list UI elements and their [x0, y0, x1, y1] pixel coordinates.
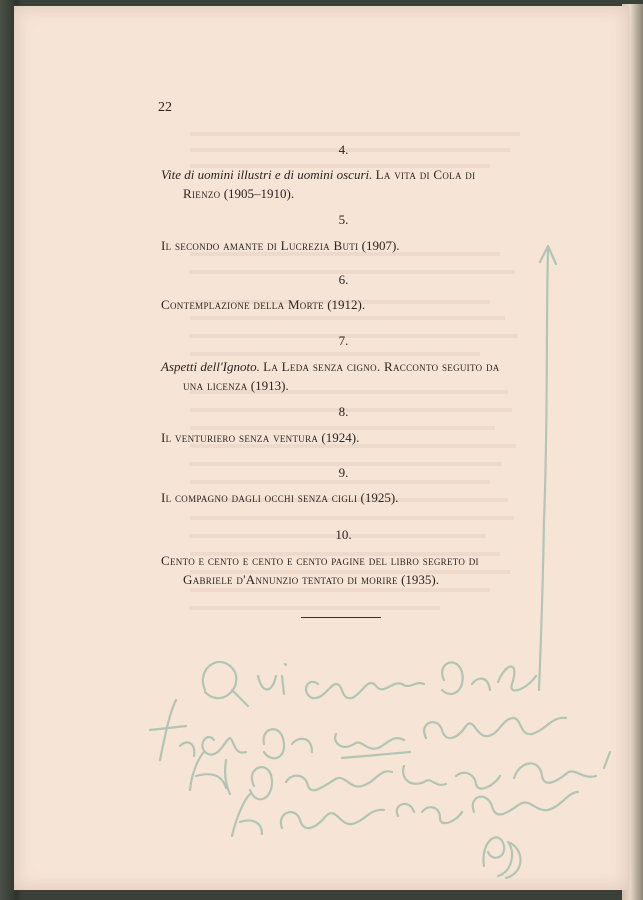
page-number: 22 [158, 100, 172, 115]
entry-italic-title: Aspetti dell'Ignoto. [161, 359, 260, 374]
entry-title: Il secondo amante di Lucrezia Buti [161, 238, 359, 253]
entry-number: 8. [338, 404, 349, 419]
entry-title-cont: Gabriele d'Annunzio tentato di morire [183, 572, 398, 587]
entry-date: (1913). [250, 378, 289, 393]
entry-title-cont: una licenza [183, 378, 248, 393]
entry-date: (1924). [321, 430, 360, 445]
entry-title: Il compagno dagli occhi senza cigli [161, 490, 358, 505]
entry-title: Il venturiero senza ventura [161, 430, 319, 445]
entry-date: (1935). [401, 572, 439, 587]
entry-number: 6. [338, 272, 349, 287]
entry-number: 4. [338, 142, 349, 157]
entry-date: (1912). [327, 297, 366, 312]
entry-title: La Leda senza cigno. Racconto seguito da [263, 359, 500, 374]
entry-number: 9. [338, 465, 349, 480]
entry-title: Cento e cento e cento e cento pagine del libro segreto di [161, 553, 479, 568]
entry-title: Contemplazione della Morte [161, 297, 324, 312]
entry-date: (1925). [360, 490, 399, 505]
entry-italic-title: Vite di uomini illustri e di uomini oscuri. [161, 167, 373, 182]
entry-title: La vita di Cola di [375, 167, 476, 182]
entry-number: 10. [335, 527, 352, 542]
entry-date: (1907). [361, 238, 400, 253]
entry-title-cont: Rienzo [183, 186, 221, 201]
entry-number: 5. [338, 212, 349, 227]
entry-number: 7. [338, 333, 349, 348]
entry-date: (1905–1910). [223, 186, 295, 201]
